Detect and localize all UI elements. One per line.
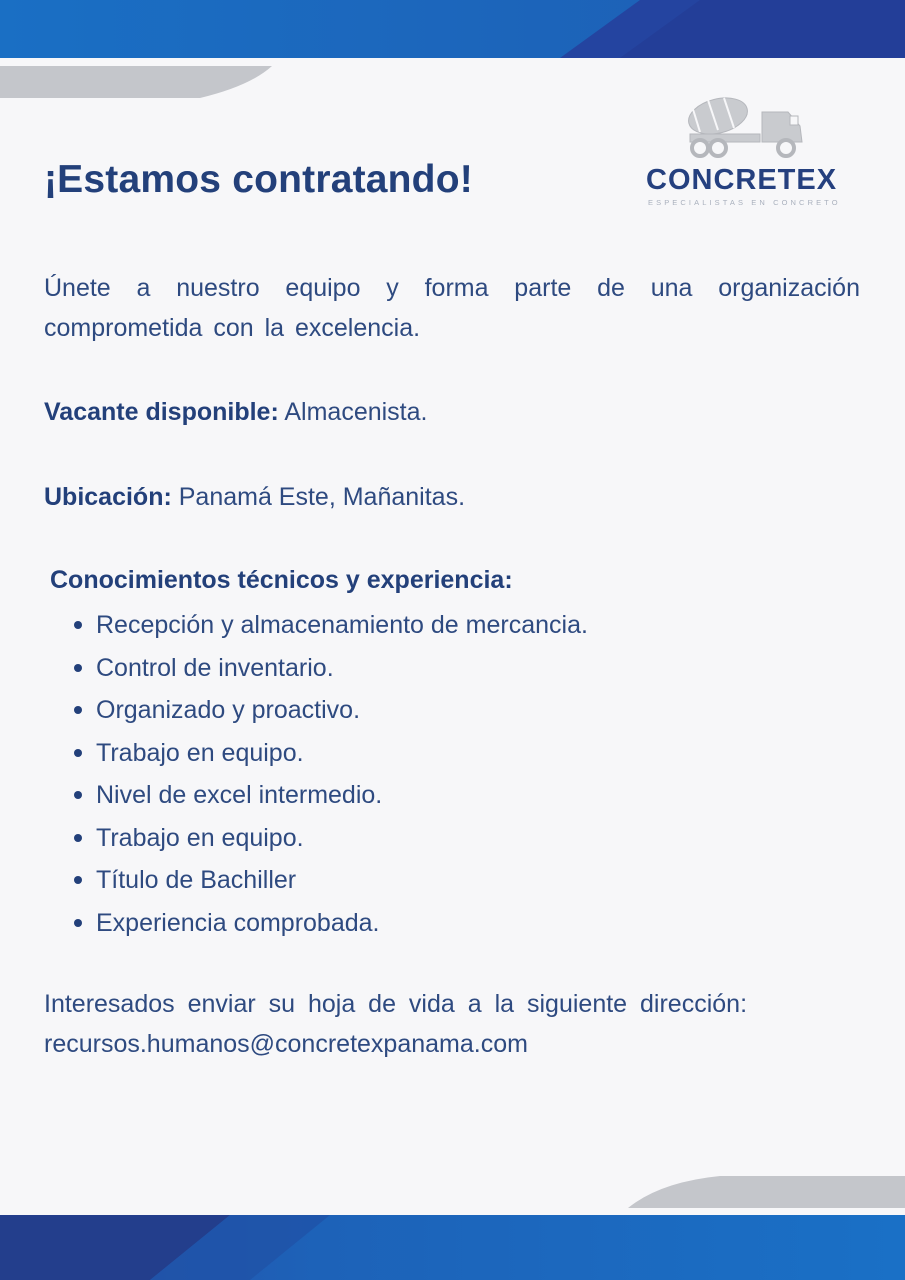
logo-tagline: ESPECIALISTAS EN CONCRETO: [648, 198, 841, 207]
location-line: [44, 483, 465, 512]
list-item: [72, 817, 588, 860]
list-item-text: Trabajo en equipo.: [96, 738, 304, 767]
intro-paragraph: Únete a nuestro equipo y forma parte de una organización comprometida con la excelencia.: [44, 274, 860, 342]
list-item-text: Organizado y proactivo.: [96, 696, 361, 724]
vacancy-value: Almacenista.: [284, 398, 428, 426]
bullet-icon: [74, 664, 82, 672]
bullet-icon: [74, 876, 82, 884]
vacancy-line: [44, 398, 427, 427]
list-item-text: Título de Bachiller: [96, 866, 297, 894]
logo-name: CONCRETEX: [646, 164, 838, 196]
list-item: [72, 902, 588, 945]
location-label: Ubicación:: [44, 483, 172, 511]
list-item-text: Trabajo en equipo.: [96, 823, 304, 852]
bottom-grey-accent: [0, 1170, 905, 1208]
bullet-icon: [74, 621, 82, 629]
vacancy-label: Vacante disponible:: [44, 398, 279, 426]
list-item: [72, 859, 588, 902]
list-item-text: Control de inventario.: [96, 653, 334, 682]
bullet-icon: [74, 791, 82, 799]
company-logo: [640, 92, 840, 212]
list-item: [72, 774, 588, 817]
skills-list: [72, 604, 588, 944]
skills-title: Conocimientos técnicos y experiencia:: [50, 566, 513, 594]
list-item: [72, 647, 588, 690]
contact-email[interactable]: recursos.humanos@concretexpanama.com: [44, 1030, 528, 1058]
list-item: [72, 732, 588, 775]
top-banner: [0, 0, 905, 58]
bottom-banner: [0, 1215, 905, 1280]
page-title: ¡Estamos contratando!: [44, 158, 473, 201]
list-item-text: Experiencia comprobada.: [96, 908, 380, 937]
concrete-truck-icon: [678, 92, 808, 164]
bullet-icon: [74, 706, 82, 714]
list-item-text: Recepción y almacenamiento de mercancia.: [96, 611, 588, 639]
bullet-icon: [74, 919, 82, 927]
list-item-text: Nivel de excel intermedio.: [96, 781, 383, 809]
contact-text: Interesados enviar su hoja de vida a la siguiente dirección:: [44, 990, 748, 1018]
location-value: Panamá Este, Mañanitas.: [178, 483, 466, 511]
bullet-icon: [74, 749, 82, 757]
list-item: [72, 604, 588, 647]
list-item: [72, 689, 588, 732]
bullet-icon: [74, 834, 82, 842]
